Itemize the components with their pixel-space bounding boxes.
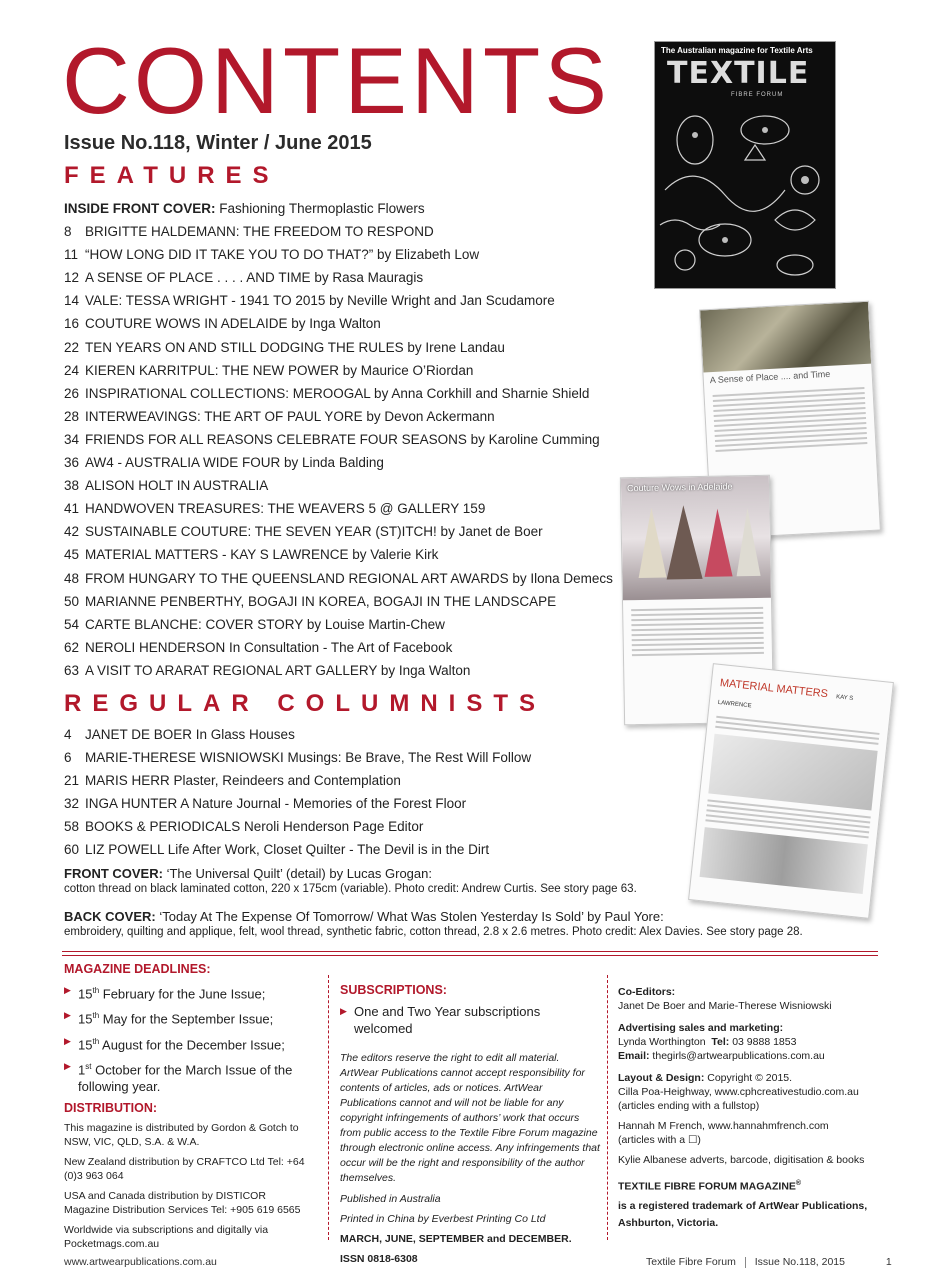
cover-tagline: The Australian magazine for Textile Arts (661, 46, 813, 55)
feature-page-number: 11 (64, 247, 79, 263)
page-number: 1 (885, 1256, 892, 1268)
deadline-item (64, 1007, 314, 1027)
feature-page-number: 63 (64, 662, 80, 678)
spread-2-dresses (621, 496, 771, 589)
cover-artwork (655, 100, 835, 289)
columnist-page-number: 58 (64, 819, 80, 835)
feature-title: VALE: TESSA WRIGHT - 1941 TO 2015 by Neville Wright and Jan Scudamore (85, 293, 555, 309)
feature-title: NEROLI HENDERSON In Consultation - The Art of Facebook (85, 639, 453, 655)
trademark-text: is a registered trademark of ArtWear Publications, Ashburton, Victoria. (618, 1199, 868, 1229)
coeditors-label: Co-Editors: (618, 986, 676, 998)
feature-page-number: 62 (64, 639, 80, 655)
coeditors: Janet De Boer and Marie-Therese Wisniowski (618, 1000, 832, 1012)
divider (62, 951, 878, 952)
published: Published in Australia (340, 1193, 441, 1205)
columnist-title: BOOKS & PERIODICALS Neroli Henderson Page Editor (85, 819, 424, 835)
columnist-item[interactable] (64, 746, 664, 769)
spread-preview-3 (688, 663, 894, 919)
deadline-suffix: th (92, 1011, 100, 1021)
distribution-p2: New Zealand distribution by CRAFTCO Ltd Tel: +64 (0)3 963 064 (64, 1156, 305, 1183)
deadline-item (64, 982, 314, 1002)
back-cover-text: ‘Today At The Expense Of Tomorrow/ What Was Stolen Yesterday Is Sold’ by Paul Yore: (155, 909, 664, 924)
feature-item[interactable] (64, 243, 664, 266)
feature-title: INTERWEAVINGS: THE ART OF PAUL YORE by Devon Ackermann (85, 408, 495, 424)
disclaimer: The editors reserve the right to edit all material. ArtWear Publications cannot accept responsibility for contents of articles, ads or notices. ArtWear Publications cannot and will not be liable for any copyright infringements of authors’ work that occurs from public access to the Textile Fibre Forum magazine through electronic online access. Any infringements that occur will be the right and responsibility of the author themselves. (340, 1052, 600, 1184)
deadline-text: February for the June Issue; (99, 986, 266, 1002)
ads-email-label: Email: (618, 1050, 650, 1062)
columnist-title: LIZ POWELL Life After Work, Closet Quilter - The Devil is in the Dirt (85, 842, 490, 858)
spread-3-photo-1 (708, 734, 877, 811)
deadlines-heading: MAGAZINE DEADLINES: (64, 962, 211, 976)
columnist-item[interactable] (64, 815, 664, 838)
trademark-symbol: ® (795, 1180, 802, 1187)
inside-front-cover-item[interactable] (64, 197, 664, 220)
deadline-text: May for the September Issue; (99, 1011, 274, 1027)
feature-item[interactable] (64, 312, 664, 335)
feature-item[interactable] (64, 543, 664, 566)
feature-title: SUSTAINABLE COUTURE: THE SEVEN YEAR (ST)ITCH! by Janet de Boer (85, 524, 543, 540)
inside-front-text: Fashioning Thermoplastic Flowers (215, 201, 425, 216)
deadline-day: 15 (78, 986, 93, 1002)
schedule: MARCH, JUNE, SEPTEMBER and DECEMBER. (340, 1233, 572, 1245)
issn: ISSN 0818-6308 (340, 1253, 418, 1265)
feature-title: COUTURE WOWS IN ADELAIDE by Inga Walton (85, 316, 381, 332)
footer-info (646, 1256, 892, 1268)
feature-item[interactable] (64, 266, 664, 289)
columnist-page-number: 6 (64, 750, 72, 766)
deadline-text: October for the March Issue of the following year. (78, 1062, 293, 1095)
feature-title: A SENSE OF PLACE . . . . AND TIME by Rasa Mauragis (85, 270, 424, 286)
feature-page-number: 42 (64, 524, 80, 540)
deadline-text: August for the December Issue; (99, 1036, 285, 1052)
deadline-suffix: th (92, 986, 100, 995)
feature-page-number: 54 (64, 616, 80, 632)
columnist-page-number: 60 (64, 842, 80, 858)
column-divider (607, 975, 608, 1240)
feature-page-number: 14 (64, 293, 80, 309)
ads-label: Advertising sales and marketing: (618, 1022, 784, 1034)
features-list (64, 197, 664, 682)
printed: Printed in China by Everbest Printing Co Ltd (340, 1213, 546, 1225)
trademark-name: TEXTILE FIBRE FORUM MAGAZINE (618, 1180, 796, 1193)
feature-title: ALISON HOLT IN AUSTRALIA (85, 478, 269, 494)
deadline-suffix: th (92, 1036, 100, 1046)
back-cover-credit (64, 909, 844, 938)
columnist-title: MARIE-THERESE WISNIOWSKI Musings: Be Brave, The Rest Will Follow (85, 750, 532, 766)
feature-page-number: 48 (64, 570, 80, 586)
spread-2-photo (621, 476, 771, 601)
feature-item[interactable] (64, 567, 664, 590)
layout-designer-2-note: (articles with a ☐) (618, 1134, 701, 1146)
issue-line: Issue No.118, Winter / June 2015 (64, 132, 372, 154)
spread-1-title: A Sense of Place .... and Time (709, 368, 831, 386)
ads-tel: 03 9888 1853 (729, 1036, 797, 1048)
distribution-p1: This magazine is distributed by Gordon & Gotch to NSW, VIC, QLD, S.A. & W.A. (64, 1122, 299, 1149)
feature-item[interactable] (64, 336, 664, 359)
cover-subtitle: FIBRE FORUM (731, 92, 784, 98)
feature-title: FROM HUNGARY TO THE QUEENSLAND REGIONAL ART AWARDS by Ilona Demecs (85, 570, 613, 586)
feature-title: FRIENDS FOR ALL REASONS CELEBRATE FOUR SEASONS by Karoline Cumming (85, 431, 600, 447)
back-cover-label: BACK COVER: (64, 909, 156, 924)
feature-title: INSPIRATIONAL COLLECTIONS: MEROOGAL by Anna Corkhill and Sharnie Shield (85, 385, 590, 401)
distribution-heading: DISTRIBUTION: (64, 1101, 158, 1116)
footer-magazine: Textile Fibre Forum (646, 1256, 736, 1268)
spread-3-photo-2 (700, 827, 868, 894)
columnist-title: JANET DE BOER In Glass Houses (85, 727, 295, 742)
columnist-item[interactable] (64, 838, 664, 861)
columnists-heading: REGULAR COLUMNISTS (64, 690, 546, 717)
front-cover-label: FRONT COVER: (64, 866, 163, 881)
columnist-title: INGA HUNTER A Nature Journal - Memories of the Forest Floor (85, 796, 467, 812)
layout-copyright: Copyright © 2015. (704, 1072, 793, 1084)
feature-item[interactable] (64, 474, 664, 497)
feature-title: MATERIAL MATTERS - KAY S LAWRENCE by Valerie Kirk (85, 547, 439, 563)
back-cover-detail: embroidery, quilting and applique, felt, wool thread, synthetic fabric, cotton thread, 2.8 x 2.6 metres. Photo credit: Alex Davies. See story page 28. (64, 926, 803, 938)
feature-page-number: 12 (64, 270, 80, 286)
subscriptions-item: ▶ One and Two Year subscriptions welcomed (340, 1003, 600, 1037)
layout-designer-2: Hannah M French, www.hannahmfrench.com (618, 1120, 829, 1132)
feature-item[interactable] (64, 220, 664, 243)
feature-item[interactable] (64, 451, 664, 474)
feature-title: AW4 - AUSTRALIA WIDE FOUR by Linda Balding (85, 455, 384, 471)
feature-page-number: 41 (64, 501, 80, 517)
feature-title: BRIGITTE HALDEMANN: THE FREEDOM TO RESPOND (85, 224, 434, 240)
feature-title: “HOW LONG DID IT TAKE YOU TO DO THAT?” by Elizabeth Low (85, 247, 480, 263)
deadlines-column (64, 962, 314, 1257)
layout-label: Layout & Design: (618, 1072, 705, 1084)
deadline-item (64, 1058, 314, 1095)
feature-title: MARIANNE PENBERTHY, BOGAJI IN KOREA, BOGAJI IN THE LANDSCAPE (85, 593, 557, 609)
layout-designer-1: Cilla Poa-Heighway, www.cphcreativestudio.com.au (618, 1086, 859, 1098)
columnist-page-number: 32 (64, 796, 80, 812)
feature-page-number: 45 (64, 547, 80, 563)
feature-item[interactable] (64, 613, 664, 636)
feature-item[interactable] (64, 359, 664, 382)
columnist-item[interactable] (64, 792, 664, 815)
spread-2-title: Couture Wows in Adelaide (626, 481, 733, 494)
columnist-item[interactable] (64, 723, 664, 746)
feature-page-number: 28 (64, 408, 80, 424)
feature-page-number: 8 (64, 224, 72, 240)
column-divider (328, 975, 329, 1240)
feature-item[interactable] (64, 497, 664, 520)
feature-page-number: 36 (64, 455, 80, 471)
feature-page-number: 34 (64, 431, 80, 447)
feature-item[interactable] (64, 289, 664, 312)
layout-designer-1-note: (articles ending with a fullstop) (618, 1100, 760, 1112)
deadline-suffix: st (85, 1061, 92, 1071)
ads-email[interactable]: thegirls@artwearpublications.com.au (649, 1050, 825, 1062)
columnist-page-number: 4 (64, 727, 72, 742)
subscriptions-heading: SUBSCRIPTIONS: (340, 983, 447, 997)
feature-page-number: 16 (64, 316, 80, 332)
ads-tel-label: Tel: (711, 1036, 730, 1048)
spread-3-author: KAY S LAWRENCE (717, 694, 854, 710)
feature-item[interactable] (64, 382, 664, 405)
feature-page-number: 38 (64, 478, 80, 494)
feature-title: A VISIT TO ARARAT REGIONAL ART GALLERY by Inga Walton (85, 662, 471, 678)
credits-column (618, 985, 880, 1232)
feature-page-number: 26 (64, 385, 80, 401)
feature-title: HANDWOVEN TREASURES: THE WEAVERS 5 @ GALLERY 159 (85, 501, 486, 517)
columnist-page-number: 21 (64, 773, 80, 789)
feature-item[interactable] (64, 590, 664, 613)
feature-item[interactable] (64, 428, 664, 451)
spread-2-text (623, 598, 772, 666)
features-heading: FEATURES (64, 162, 280, 189)
page-title: CONTENTS (62, 28, 611, 133)
feature-item[interactable] (64, 659, 664, 682)
deadline-day: 1 (78, 1062, 86, 1078)
feature-title: TEN YEARS ON AND STILL DODGING THE RULES by Irene Landau (85, 339, 505, 355)
feature-item[interactable] (64, 520, 664, 543)
feature-title: CARTE BLANCHE: COVER STORY by Louise Martin-Chew (85, 616, 445, 632)
footer-separator (745, 1257, 746, 1268)
spread-3-title: MATERIAL MATTERS (719, 677, 829, 701)
spread-1-photo (700, 302, 871, 373)
distribution-p4: Worldwide via subscriptions and digitally via Pocketmags.com.au (64, 1224, 269, 1251)
cover-logo: TEXTILE (667, 56, 810, 91)
ads-name: Lynda Worthington (618, 1036, 706, 1048)
feature-title: KIEREN KARRITPUL: THE NEW POWER by Maurice O’Riordan (85, 362, 474, 378)
columnist-title: MARIS HERR Plaster, Reindeers and Contemplation (85, 773, 401, 789)
layout-designer-3: Kylie Albanese adverts, barcode, digitisation & books (618, 1154, 865, 1166)
deadline-day: 15 (78, 1011, 93, 1027)
feature-page-number: 24 (64, 362, 80, 378)
spread-1-text (704, 380, 875, 460)
feature-item[interactable] (64, 405, 664, 428)
feature-item[interactable] (64, 636, 664, 659)
front-cover-text: ‘The Universal Quilt’ (detail) by Lucas Grogan: (162, 866, 432, 881)
deadline-day: 15 (78, 1036, 93, 1052)
distribution-p3: USA and Canada distribution by DISTICOR Magazine Distribution Services Tel: +905 619 6565 (64, 1190, 301, 1217)
columnists-list (64, 723, 664, 862)
inside-front-label: INSIDE FRONT COVER: (64, 201, 216, 216)
columnist-item[interactable] (64, 769, 664, 792)
front-cover-detail: cotton thread on black laminated cotton, 220 x 175cm (variable). Photo credit: Andrew Curtis. See story page 63. (64, 883, 637, 895)
feature-page-number: 50 (64, 593, 80, 609)
subscriptions-column (340, 983, 600, 1272)
deadline-item (64, 1033, 314, 1053)
divider (62, 955, 878, 956)
feature-page-number: 22 (64, 339, 80, 355)
cover-thumbnail (654, 41, 836, 289)
website-link[interactable]: www.artwearpublications.com.au (64, 1256, 217, 1268)
footer-issue: Issue No.118, 2015 (754, 1256, 845, 1268)
